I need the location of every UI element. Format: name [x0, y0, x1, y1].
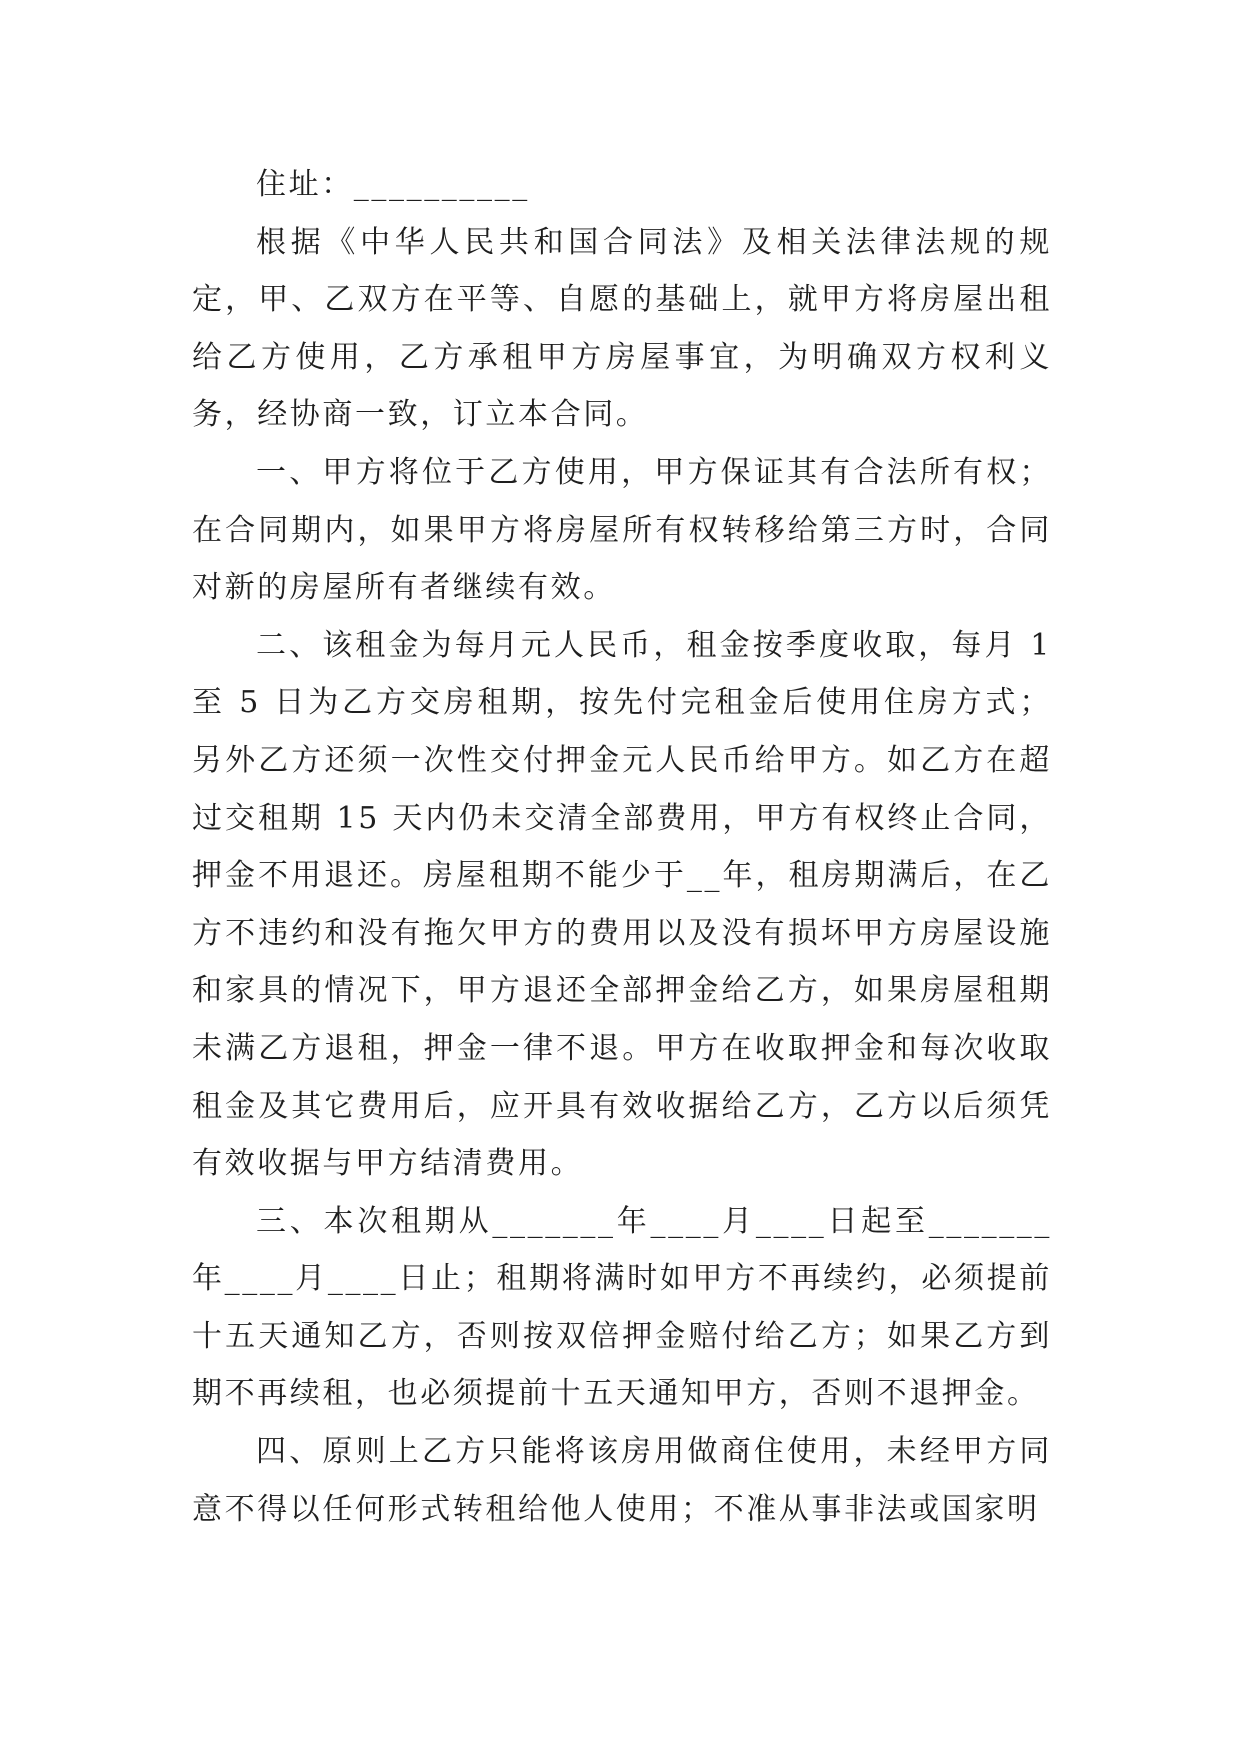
- paragraph-clause-4: 四、原则上乙方只能将该房用做商住使用，未经甲方同意不得以任何形式转租给他人使用；不准从事非法或国家明: [192, 1434, 1052, 1527]
- paragraph-clause-2: 二、该租金为每月元人民币，租金按季度收取，每月 1 至 5 日为乙方交房租期，按先付完租金后使用住房方式；另外乙方还须一次性交付押金元人民币给甲方。如乙方在超过交租期 15 天内仍未交清全部费用，甲方有权终止合同，押金不用退还。房屋租期不能少于__年，租房期满后，在乙方不违约和没有拖欠甲方的费用以及没有损坏甲方房屋设施和家具的情况下，甲方退还全部押金给乙方，如果房屋租期未满乙方退租，押金一律不退。甲方在收取押金和每次收取租金及其它费用后，应开具有效收据给乙方，乙方以后须凭有效收据与甲方结清费用。: [192, 627, 1065, 1182]
- paragraph-clause-3: 三、本次租期从_______年____月____日起至_______年____月____日止；租期将满时如甲方不再续约，必须提前十五天通知乙方，否则按双倍押金赔付给乙方；如果乙方到期不再续租，也必须提前十五天通知甲方，否则不退押金。: [192, 1203, 1052, 1412]
- paragraph-preamble: 根据《中华人民共和国合同法》及相关法律法规的规定，甲、乙双方在平等、自愿的基础上，就甲方将房屋出租给乙方使用，乙方承租甲方房屋事宜，为明确双方权利义务，经协商一致，订立本合同。: [192, 224, 1052, 433]
- document-body: [192, 156, 1065, 1538]
- paragraph-clause-1: 一、甲方将位于乙方使用，甲方保证其有合法所有权；在合同期内，如果甲方将房屋所有权转移给第三方时，合同对新的房屋所有者继续有效。: [192, 454, 1052, 606]
- address-line: 住址：__________: [256, 167, 530, 202]
